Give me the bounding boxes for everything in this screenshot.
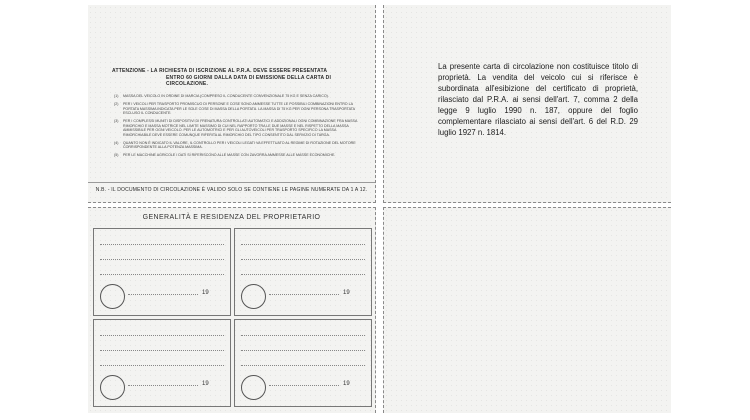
entry-line [241,259,365,260]
footnote-text: PER LE MACCHINE AGRICOLE I DATI SI RIFERISCONO ALLE MASSE CON ZAVORRA AMMESSE ALLE MASSE ECONOMICHE. [123,153,336,157]
entry-line [100,244,224,245]
date-line [128,385,198,386]
attention-heading [112,68,352,88]
entry-line [100,365,224,366]
footnotes-list [114,94,362,161]
footnote [114,153,362,158]
entry-line [241,365,365,366]
entry-line [241,350,365,351]
date-line [269,294,339,295]
entry-line [100,335,224,336]
attention-line-1: ATTENZIONE - LA RICHIESTA DI ISCRIZIONE AL P.R.A. DEVE ESSERE PRESENTATA [112,68,328,74]
owner-section-title: GENERALITÀ E RESIDENZA DEL PROPRIETARIO [142,214,321,221]
footnote-text: PER I COMPLESSI MUNITI DI DISPOSITIVI DI FRENATURA CONTROLLATI AUTOMATICI E ADDIZIONALI OGNI COMBINAZIONE FRA MASSA RIMORCHIO E MASSA MOTRICE NEL LIMITE MASSIMO DI CUI NEL RAPPORTO TRA LE DUE MASSE E NEL RISPETTO DELLA MASSA AMMISSIBILE PER OGNI VEICOLO. PER LE AUTOMOTRICI E PER GLI AUTOVEICOLI PER TRASPORTO SPECIFICO LA MASSA RIMORCHIABILE DEVE ESSERE COMUNQUE RIFERITA AL RIMORCHIO DEL TIPO CONSENTITO DAL SERVIZIO DI TARGA. [123,119,358,137]
footnote-number: (4) [114,140,119,145]
stamp-circle [241,284,266,309]
footnote-number: (5) [114,153,119,157]
footnote-text: QUANTO NON È INDICATO IL VALORE, IL CONTROLLO PER I VEICOLI LEGATI VA EFFETTUATO AL REGIME DI ROTAZIONE DEL MOTORE CORRISPONDENTE ALLA POTENZA MASSIMA. [123,140,356,149]
stamp-circle [241,375,266,400]
footnote-text: MASSA DEL VEICOLO IN ORDINE DI MARCIA (COMPRESO IL CONDUCENTE CONVENZIONALE 75 KG E SENZA CARICO). [123,94,329,98]
ownership-notice-text: La presente carta di circolazione non costituisce titolo di proprietà. La vendita del veicolo cui si riferisce è subordinata all'esibizione del certificato di proprietà, rilasciato dal P.R.A. ai sensi dell'art. 7, comma 2 della legge 9 luglio 1990 n. 187, oppure del foglio complementare rilasciato ai sensi dell'art. 6 del R.D. 29 luglio 1927 n. 1814. [438,62,638,137]
owner-entry-box [93,228,231,316]
page-attention [88,5,376,203]
entry-line [241,335,365,336]
owner-entry-box [93,319,231,407]
entry-line [100,350,224,351]
footnote-number: (3) [114,119,119,123]
year-prefix: 19 [343,381,350,387]
year-prefix: 19 [202,290,209,296]
nb-notice: N.B. - IL DOCUMENTO DI CIRCOLAZIONE È VALIDO SOLO SE CONTIENE LE PAGINE NUMERATE DA 1 A 12. [88,182,375,193]
page-blank [383,207,671,413]
date-line [269,385,339,386]
footnote [114,94,362,99]
date-line [128,294,198,295]
footnote-number: (1) [114,94,119,98]
entry-line [100,259,224,260]
entry-line [241,274,365,275]
footnote [114,119,362,137]
footnote [114,102,362,116]
owner-entry-box [234,319,372,407]
year-prefix: 19 [202,381,209,387]
stamp-circle [100,284,125,309]
footnote-text: PER I VEICOLI PER TRASPORTO PROMISCUO DI PERSONE E COSE SONO AMMESSE TUTTE LE POSSIBILI COMBINAZIONI ENTRO LA PORTATA MASSIMA INDICATA PER LE SOLE COSE DI MASSA DELLA PORTATA. LA MASSA DI 75 KG PER OGNI PERSONA TRASPORTATA ESCLUSO IL CONDUCENTE. [123,102,355,115]
attention-line-2: ENTRO 60 GIORNI DALLA DATA DI EMISSIONE DELLA CARTA DI CIRCOLAZIONE. [166,74,332,87]
page-ownership-notice [383,5,671,203]
year-prefix: 19 [343,290,350,296]
owner-entry-box [234,228,372,316]
footnote [114,141,362,150]
entry-line [100,274,224,275]
entry-line [241,244,365,245]
page-owner-registry [88,207,376,413]
footnote-number: (2) [114,102,119,106]
stamp-circle [100,375,125,400]
